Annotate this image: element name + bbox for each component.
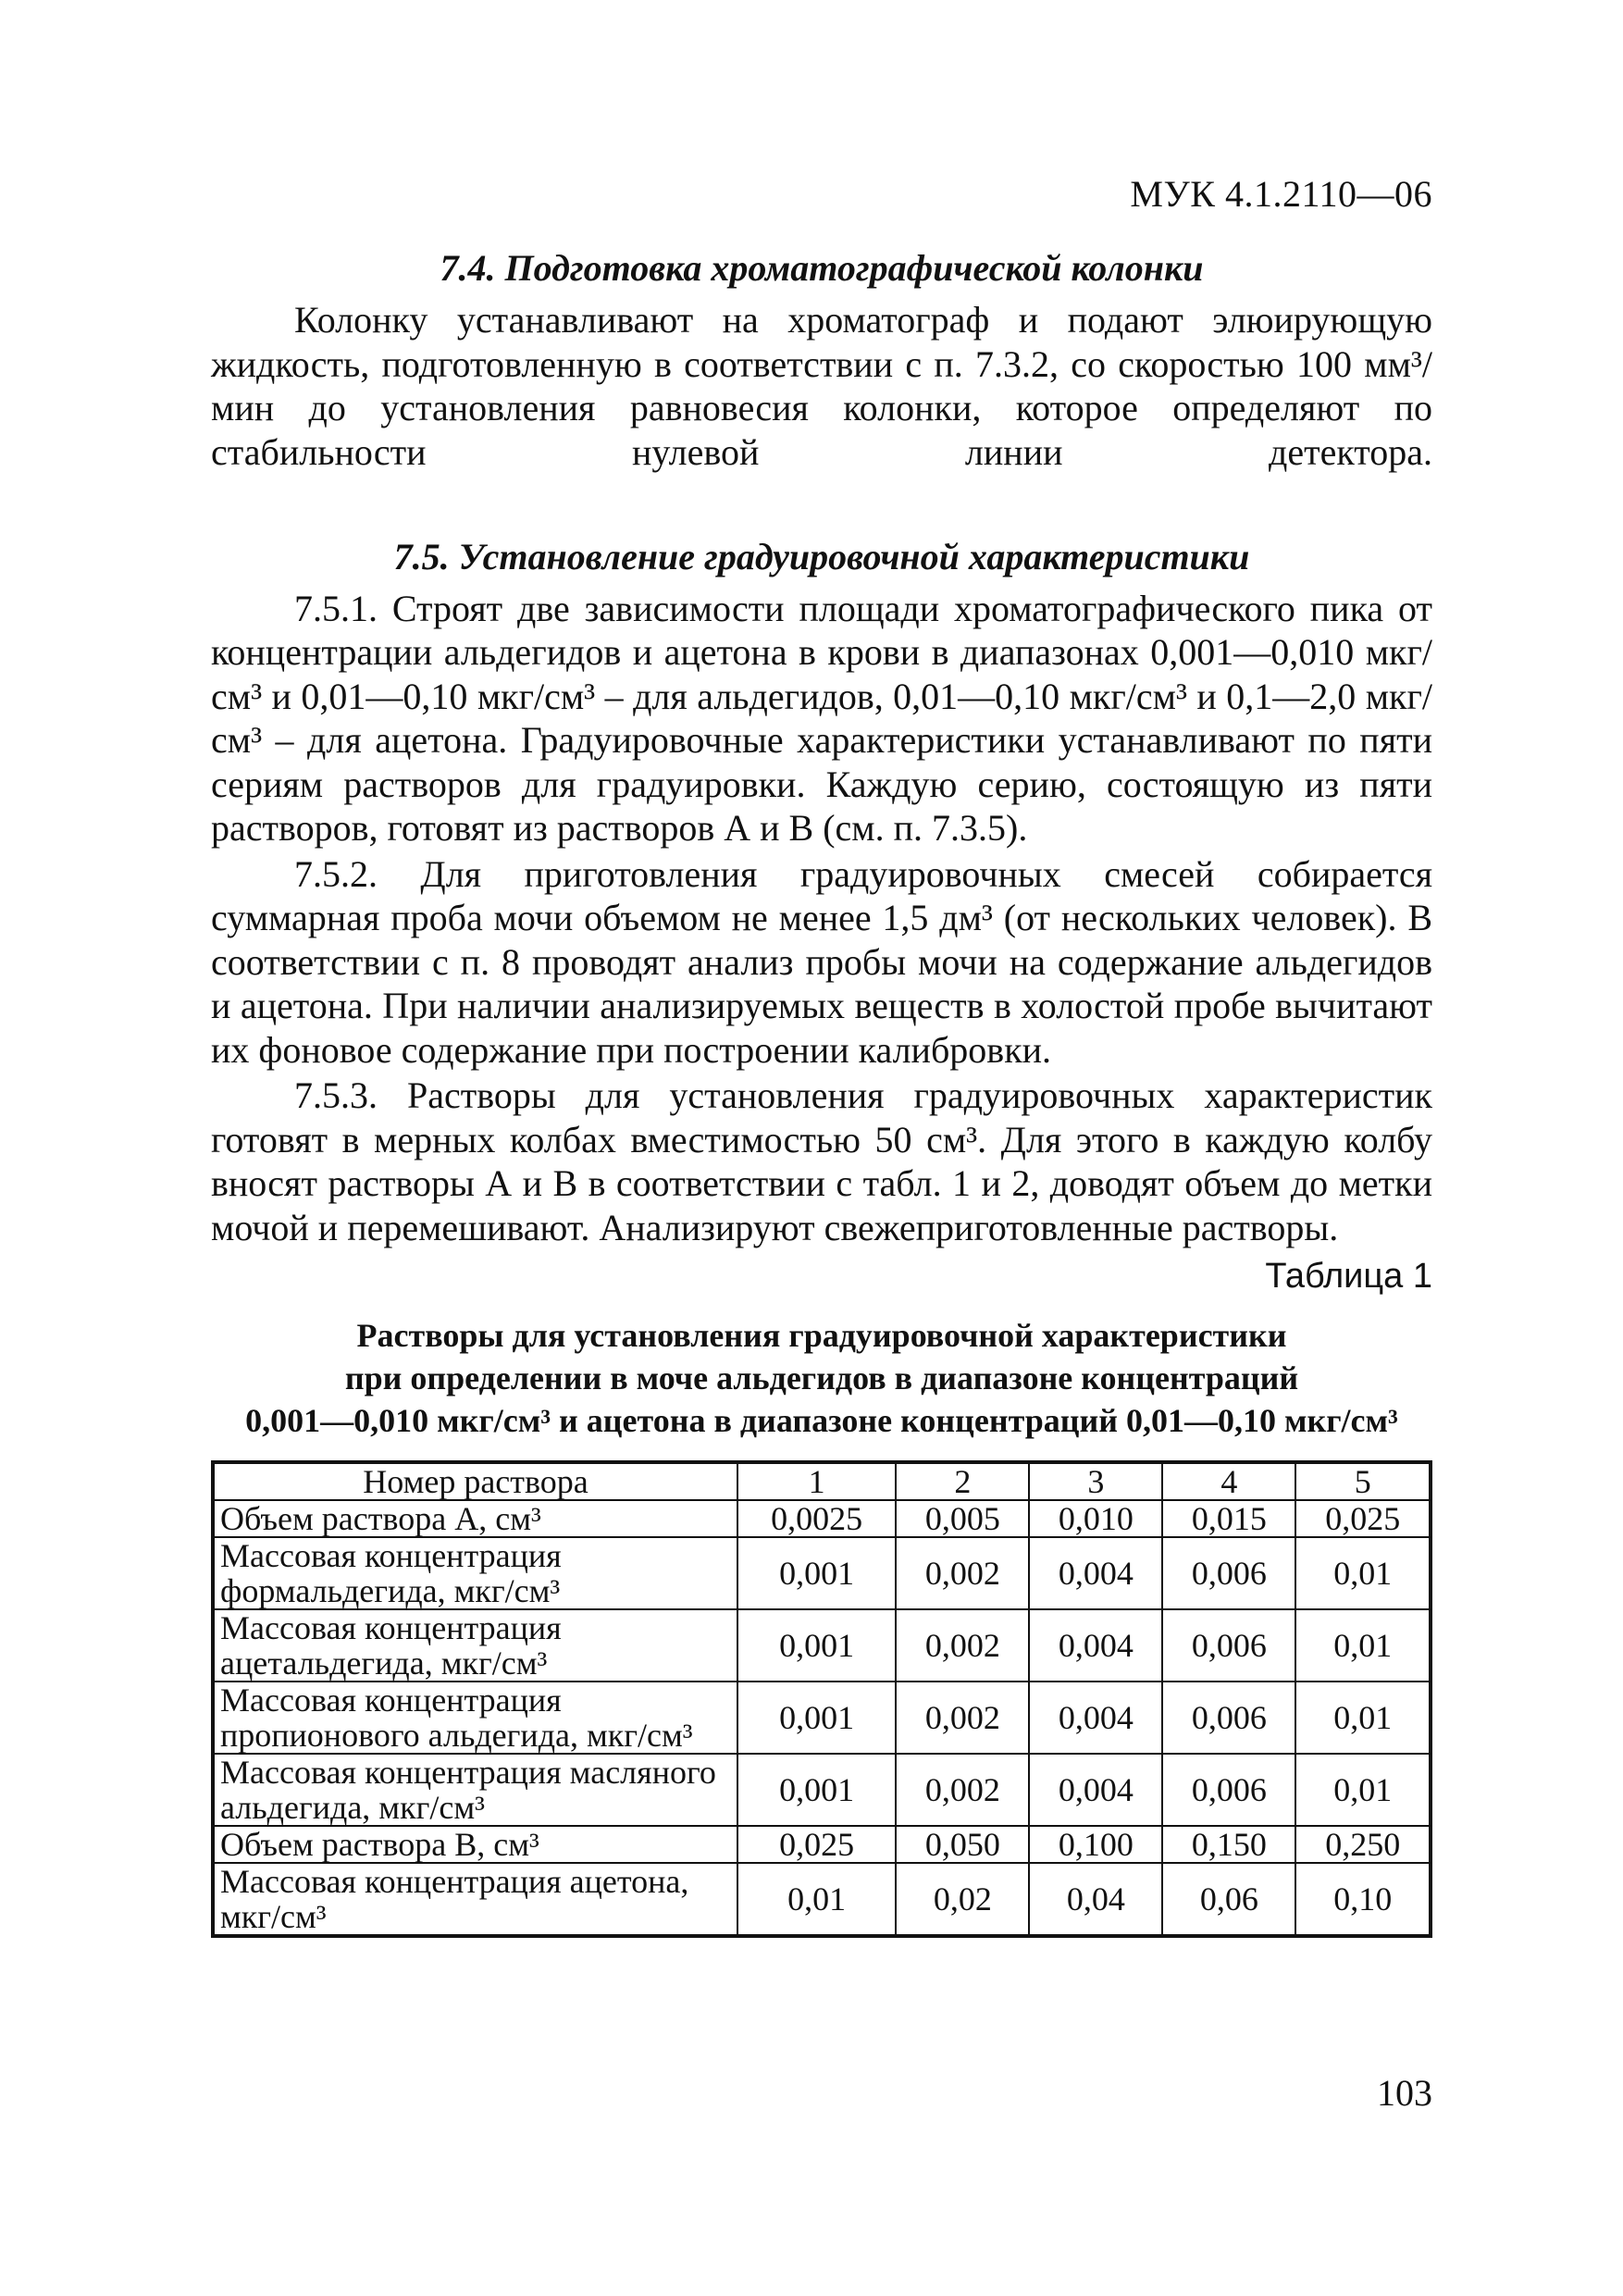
table-label: Таблица 1 [1265, 1257, 1432, 1296]
page-number: 103 [1377, 2072, 1432, 2114]
paragraph-7-5-3: 7.5.3. Растворы для установления градуировочных характеристик готовят в мерных колбах вместимостью 50 см³. Для этого в каждую колбу вносят растворы А и В в соответствии с табл. 1 и 2, доводят объем до метки мочой и перемешивают. Анализируют свежеприготовленные растворы. [211, 1074, 1432, 1248]
table-cell: 0,006 [1162, 1754, 1295, 1826]
table-cell: 0,01 [1295, 1609, 1431, 1682]
table-cell: 0,025 [1295, 1500, 1431, 1537]
row-label: Массовая концентрация формальдегида, мкг/см³ [213, 1537, 737, 1609]
table-cell: 0,004 [1029, 1754, 1162, 1826]
column-header: 5 [1295, 1462, 1431, 1500]
table-cell: 0,01 [737, 1863, 896, 1936]
table-row [213, 1537, 1431, 1609]
table-row [213, 1500, 1431, 1537]
table-cell: 0,01 [1295, 1537, 1431, 1609]
table-cell: 0,050 [896, 1826, 1029, 1863]
table-cell: 0,001 [737, 1537, 896, 1609]
column-header: 3 [1029, 1462, 1162, 1500]
table-cell: 0,004 [1029, 1682, 1162, 1754]
table-row [213, 1863, 1431, 1936]
paragraph-7-5-2: 7.5.2. Для приготовления градуировочных смесей собирается суммарная проба мочи объемом не менее 1,5 дм³ (от нескольких человек). В соответствии с п. 8 проводят анализ пробы мочи на содержание альдегидов и ацетона. При наличии анализируемых веществ в холостой пробе вычитают их фоновое содержание при построении калибровки. [211, 852, 1432, 1071]
row-label: Массовая концентрация ацетальдегида, мкг/см³ [213, 1609, 737, 1682]
table-cell: 0,10 [1295, 1863, 1431, 1936]
paragraph-7-4: Колонку устанавливают на хроматограф и подают элюирующую жидкость, подготовленную в соответствии с п. 7.3.2, со скоростью 100 мм³/мин до установления равновесия колонки, которое определяют по стабильности нулевой линии детектора. [211, 299, 1432, 473]
table-header-row [213, 1462, 1431, 1500]
header-cell: Номер раствора [213, 1462, 737, 1500]
row-label: Объем раствора А, см³ [213, 1500, 737, 1537]
row-label: Массовая концентрация ацетона, мкг/см³ [213, 1863, 737, 1936]
table-cell: 0,250 [1295, 1826, 1431, 1863]
table-caption [211, 1314, 1432, 1442]
column-header: 2 [896, 1462, 1029, 1500]
table-cell: 0,001 [737, 1754, 896, 1826]
section-title-7-5: 7.5. Установление градуировочной характеристики [393, 535, 1250, 577]
table-cell: 0,015 [1162, 1500, 1295, 1537]
table-cell: 0,006 [1162, 1609, 1295, 1682]
table-cell: 0,001 [737, 1609, 896, 1682]
table-cell: 0,01 [1295, 1682, 1431, 1754]
table-cell: 0,04 [1029, 1863, 1162, 1936]
table-cell: 0,02 [896, 1863, 1029, 1936]
paragraph-7-5-1: 7.5.1. Строят две зависимости площади хроматографического пика от концентрации альдегидов и ацетона в крови в диапазонах 0,001—0,010 мкг/см³ и 0,01—0,10 мкг/см³ – для альдегидов, 0,01—0,10 мкг/см³ и 0,1—2,0 мкг/см³ – для ацетона. Градуировочные характеристики устанавливают по пяти сериям растворов для градуировки. Каждую серию, состоящую из пяти растворов, готовят из растворов А и В (см. п. 7.3.5). [211, 587, 1432, 849]
table-cell: 0,002 [896, 1609, 1029, 1682]
table-row [213, 1754, 1431, 1826]
row-label: Массовая концентрация пропионового альдегида, мкг/см³ [213, 1682, 737, 1754]
table-caption-line: Растворы для установления градуировочной характеристики [356, 1317, 1287, 1354]
table-cell: 0,002 [896, 1537, 1029, 1609]
table-cell: 0,01 [1295, 1754, 1431, 1826]
table-cell: 0,006 [1162, 1537, 1295, 1609]
table-cell: 0,006 [1162, 1682, 1295, 1754]
table-cell: 0,001 [737, 1682, 896, 1754]
table-cell: 0,002 [896, 1682, 1029, 1754]
table-cell: 0,004 [1029, 1537, 1162, 1609]
row-label: Объем раствора В, см³ [213, 1826, 737, 1863]
table-cell: 0,0025 [737, 1500, 896, 1537]
table-row [213, 1682, 1431, 1754]
column-header: 4 [1162, 1462, 1295, 1500]
table-row [213, 1826, 1431, 1863]
table-cell: 0,06 [1162, 1863, 1295, 1936]
solutions-table [211, 1460, 1432, 1938]
section-title-7-4: 7.4. Подготовка хроматографической колонки [440, 247, 1204, 289]
table-caption-line: 0,001—0,010 мкг/см³ и ацетона в диапазоне концентраций 0,01—0,10 мкг/см³ [245, 1402, 1398, 1439]
page-body [211, 167, 1432, 1442]
column-header: 1 [737, 1462, 896, 1500]
table-cell: 0,150 [1162, 1826, 1295, 1863]
table-cell: 0,010 [1029, 1500, 1162, 1537]
table-cell: 0,005 [896, 1500, 1029, 1537]
document-code: МУК 4.1.2110—06 [1130, 173, 1432, 215]
table-row [213, 1609, 1431, 1682]
table-caption-line: при определении в моче альдегидов в диапазоне концентраций [344, 1359, 1299, 1396]
table-cell: 0,100 [1029, 1826, 1162, 1863]
table-cell: 0,002 [896, 1754, 1029, 1826]
table-cell: 0,025 [737, 1826, 896, 1863]
table-cell: 0,004 [1029, 1609, 1162, 1682]
row-label: Массовая концентрация масляного альдегида, мкг/см³ [213, 1754, 737, 1826]
